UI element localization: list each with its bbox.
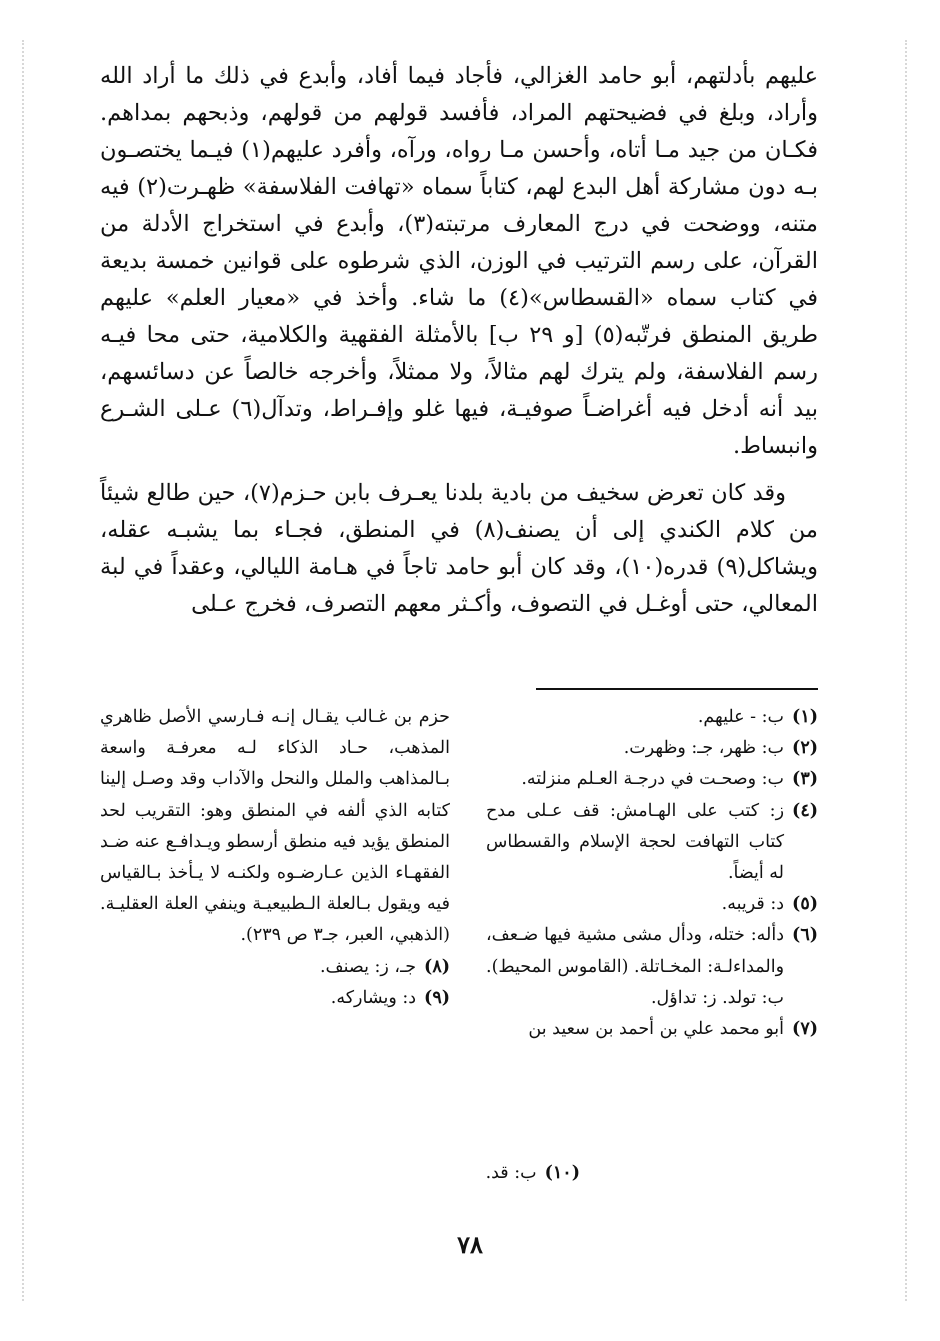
footnote-text: د: قريبه. bbox=[721, 894, 785, 915]
footnote-text: ب: - عليهم. bbox=[697, 707, 785, 727]
footnote-number: (٧) bbox=[792, 1019, 818, 1040]
footnote-text: جـ، ز: يصنف. bbox=[319, 956, 417, 977]
footnote-2 bbox=[486, 733, 818, 764]
page-number: ٧٨ bbox=[457, 1230, 483, 1259]
footnote-number: (٤) bbox=[792, 800, 818, 821]
footnote-text: د: ويشاركه. bbox=[330, 987, 417, 1008]
footnotes-right-column bbox=[486, 702, 818, 1045]
footnote-number: (٨) bbox=[424, 956, 450, 977]
footnote-text: ب: ظهر، جـ: وظهرت. bbox=[623, 738, 785, 759]
footnote-number: (٥) bbox=[792, 894, 818, 915]
footnote-text: ب: وصحـت في درجـة العـلم منزلته. bbox=[521, 769, 785, 790]
footnote-number: (١٠) bbox=[544, 1163, 580, 1183]
footnote-number: (٦) bbox=[792, 925, 818, 946]
footnote-4 bbox=[486, 796, 818, 890]
footnote-8 bbox=[100, 952, 450, 983]
footnote-10 bbox=[380, 1158, 580, 1189]
footnote-7 bbox=[486, 1014, 818, 1045]
footnote-text: أبو محمد علي بن أحمد بن سعيد بن bbox=[528, 1019, 785, 1040]
footnote-number: (٣) bbox=[792, 769, 818, 790]
footnotes-left-column bbox=[100, 702, 450, 1014]
footnote-number: (٢) bbox=[792, 738, 818, 759]
footnote-9 bbox=[100, 983, 450, 1014]
footnote-number: (١) bbox=[792, 707, 818, 727]
footnote-6 bbox=[486, 920, 818, 1014]
footnote-separator bbox=[536, 688, 818, 690]
paragraph-2: وقد كان تعرض سخيف من بادية بلدنا يعـرف بابن حـزم(٧)، حين طالع شيئاً من كلام الكندي إلى أن يصنف(٨) في المنطق، فجـاء بما يشبـه عقله، ويشاكل(٩) قدره(١٠)، وقد كان أبو حامد تاجاً في هـامة الليالي، وعقداً في لبة المعالي، حتى أوغـل في التصوف، وأكـثر معهم التصرف، فخرج عـلى bbox=[100, 480, 818, 617]
footnote-10-row bbox=[380, 1158, 580, 1189]
paragraph-1: عليهم بأدلتهم، أبو حامد الغزالي، فأجاد فيما أفاد، وأبدع في ذلك ما أراد الله وأراد، وبلغ في فضيحتهم المراد، فأفسد قولهم من قولهم، وذبحهم بمداهم. فكـان من جيد مـا أتاه، وأحسن مـا رواه، ورآه، وأفرد عليهم(١) فيـما يختصـون بـه دون مشاركة أهل البدع لهم، كتاباً سماه «تهافت الفلاسفة» ظهـرت(٢) فيه متنه، ووضحت في درج المعارف مرتبته(٣)، وأبدع في استخراج الأدلة من القرآن، على رسم الترتيب في الوزن، الذي شرطوه على قوانين خمسة بديعة في كتاب سماه «القسطاس»(٤) ما شاء. وأخذ في «معيار العلم» عليهم طريق المنطق فرتّبه(٥) [و ٢٩ ب] بالأمثلة الفقهية والكلامية، حتى محا فيـه رسم الفلاسفة، ولم يترك لهم مثالاً، ولا ممثلاً، وأخرجه خالصاً عن دسائسهم، بيد أنه أدخل فيه أغراضـاً صوفيـة، فيها غلو وإفـراط، وتدآل(٦) عـلى الشـرع وانبساط. bbox=[100, 63, 819, 459]
footnote-text: دأله: ختله، ودأل مشى مشية فيها ضـعف، والمداءلـة: المخـاتلة. (القاموس المحيط). ب: تولد. ز: تداؤل. bbox=[486, 925, 785, 1008]
footnote-text: ز: كتب على الهـامش: قف عـلى مدح كتاب التهافت لحجة الإسلام والقسطاس له أيضاً. bbox=[486, 800, 785, 884]
footnote-number: (٩) bbox=[424, 987, 450, 1008]
scan-edge-dots-left bbox=[22, 40, 24, 1301]
footnote-5 bbox=[486, 889, 818, 920]
main-text bbox=[100, 58, 818, 623]
scan-edge-dots-right bbox=[905, 40, 907, 1301]
footnote-text: ب: قد. bbox=[485, 1163, 537, 1183]
footnote-7-continuation: حزم بن غـالب يقـال إنـه فـارسي الأصل ظاهري المذهب، حـاد الذكاء لـه معرفـة واسعة بـالمذاهب والملل والنحل والآداب وقد وصـل إلينا كتابه الذي ألفه في المنطق وهو: التقريب لحد المنطق يؤيد فيه منطق أرسطو ويـدافـع عنه ضـد الفقهـاء الذين عـارضـوه ولكنـه لا يـأخذ بـالقياس فيه ويقول بـالعلة الـطبيعيـة وينفي العلة العقليـة. (الذهبي، العبر، جـ٣ ص ٢٣٩). bbox=[100, 707, 450, 946]
footnote-1 bbox=[486, 702, 818, 733]
footnote-3 bbox=[486, 764, 818, 795]
